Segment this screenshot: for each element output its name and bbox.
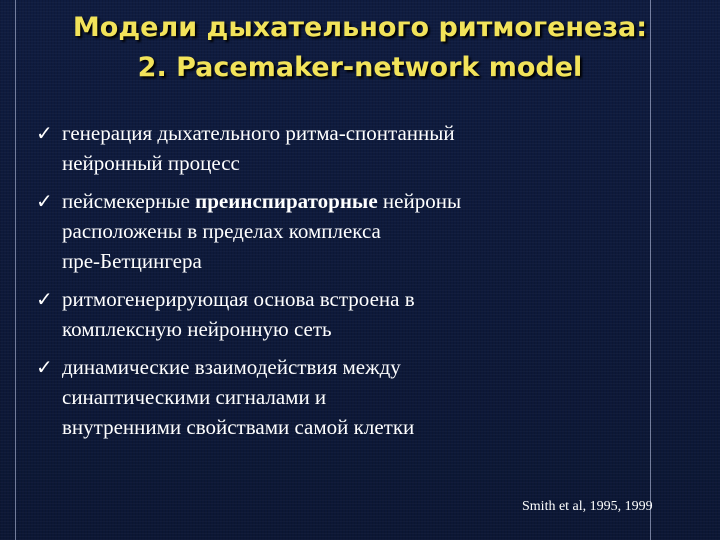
bullet-item — [36, 352, 646, 442]
bullet-line: комплексную нейронную сеть — [62, 317, 332, 341]
check-icon: ✓ — [36, 287, 53, 311]
bullet-item — [36, 186, 646, 276]
check-icon: ✓ — [36, 355, 53, 379]
bullet-line: внутренними свойствами самой клетки — [62, 415, 415, 439]
check-icon: ✓ — [36, 121, 53, 145]
bullet-line: динамические взаимодействия между — [62, 355, 401, 379]
slide-title — [0, 8, 720, 88]
bullet-text: нейроны — [377, 189, 462, 213]
title-line-1: Модели дыхательного ритмогенеза: — [72, 12, 648, 43]
bullet-item — [36, 284, 646, 344]
citation: Smith et al, 1995, 1999 — [522, 499, 653, 514]
bullet-line: нейронный процесс — [62, 151, 240, 175]
bullet-line — [62, 186, 646, 216]
bullet-line: ритмогенерирующая основа встроена в — [62, 287, 415, 311]
title-line-2: 2. Pacemaker-network model — [137, 52, 583, 83]
check-icon: ✓ — [36, 189, 53, 213]
bullet-item — [36, 118, 646, 178]
bullet-line: расположены в пределах комплекса — [62, 219, 381, 243]
bullet-line: пре-Бетцингера — [62, 249, 202, 273]
bullet-line: генерация дыхательного ритма-спонтанный — [62, 121, 455, 145]
bullet-list — [36, 118, 646, 450]
bullet-line: синаптическими сигналами и — [62, 385, 327, 409]
bullet-bold-text: преинспираторные — [195, 189, 378, 213]
bullet-text: пейсмекерные — [62, 189, 196, 213]
